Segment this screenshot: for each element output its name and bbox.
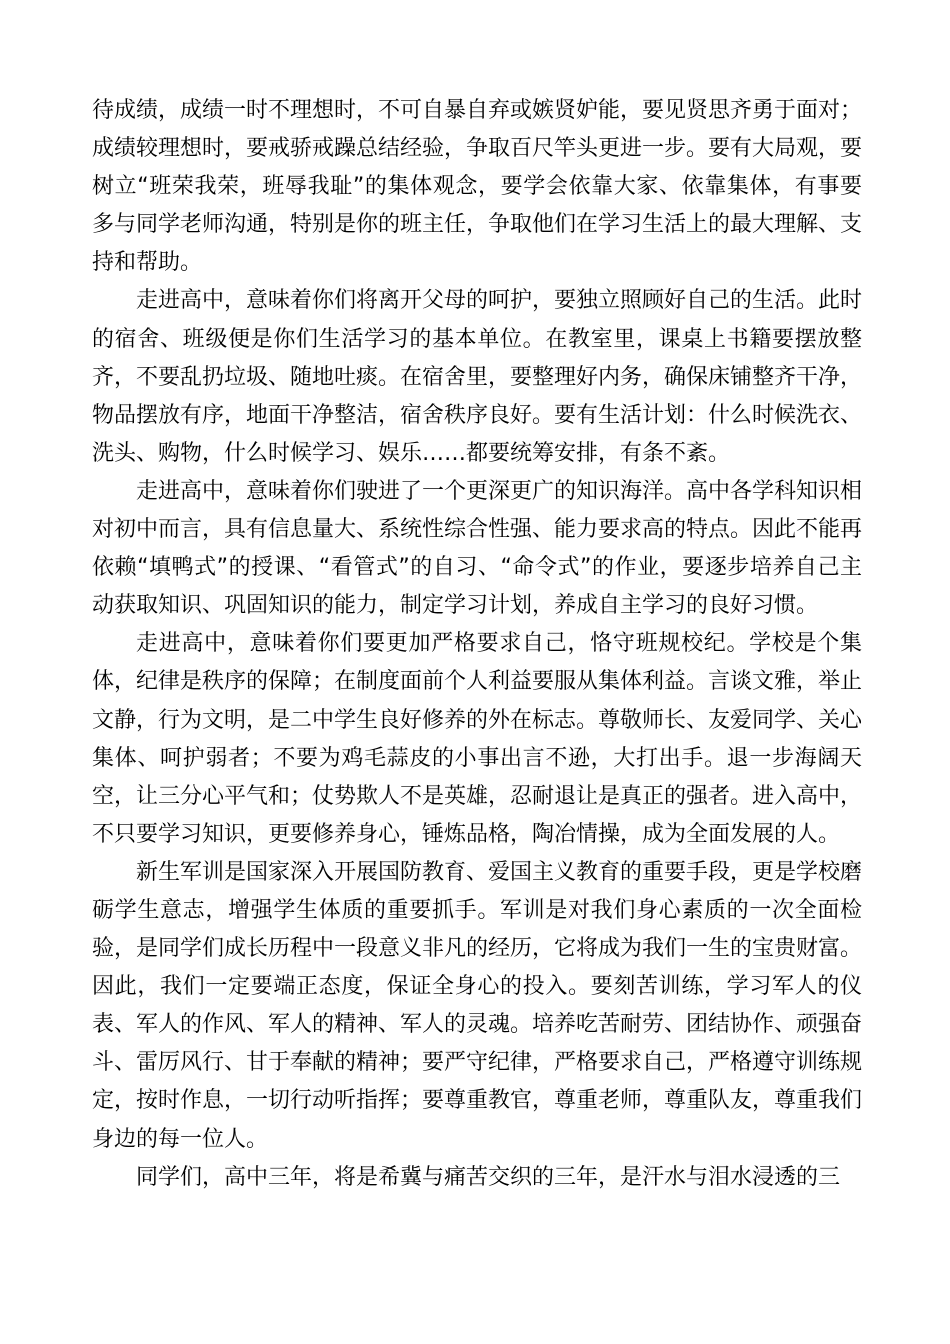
document-page (92, 92, 862, 1197)
paragraph-continuation: 待成绩，成绩一时不理想时，不可自暴自弃或嫉贤妒能，要见贤思齐勇于面对；成绩较理想时，要戒骄戒躁总结经验，争取百尺竿头更进一步。要有大局观，要树立“班荣我荣，班辱我耻”的集体观念，要学会依靠大家、依靠集体，有事要多与同学老师沟通，特别是你的班主任，争取他们在学习生活上的最大理解、支持和帮助。 (92, 98, 863, 276)
paragraph-discipline: 走进高中，意味着你们要更加严格要求自己，恪守班规校纪。学校是个集体，纪律是秩序的保障；在制度面前个人利益要服从集体利益。言谈文雅，举止文静，行为文明，是二中学生良好修养的外在标志。尊敬师长、友爱同学、关心集体、呵护弱者；不要为鸡毛蒜皮的小事出言不逊，大打出手。退一步海阔天空，让三分心平气和；仗势欺人不是英雄，忍耐退让是真正的强者。进入高中，不只要学习知识，更要修养身心，锤炼品格，陶冶情操，成为全面发展的人。 (92, 631, 863, 847)
paragraph-independent-life: 走进高中，意味着你们将离开父母的呵护，要独立照顾好自己的生活。此时的宿舍、班级便是你们生活学习的基本单位。在教室里，课桌上书籍要摆放整齐，不要乱扔垃圾、随地吐痰。在宿舍里，要整理好内务，确保床铺整齐干净，物品摆放有序，地面干净整洁，宿舍秩序良好。要有生活计划：什么时候洗衣、洗头、购物，什么时候学习、娱乐……都要统筹安排，有条不紊。 (92, 288, 863, 466)
paragraph-knowledge-ocean: 走进高中，意味着你们驶进了一个更深更广的知识海洋。高中各学科知识相对初中而言，具有信息量大、系统性综合性强、能力要求高的特点。因此不能再依赖“填鸭式”的授课、“看管式”的自习、“命令式”的作业，要逐步培养自己主动获取知识、巩固知识的能力，制定学习计划，养成自主学习的良好习惯。 (92, 478, 863, 619)
paragraph-military-training: 新生军训是国家深入开展国防教育、爱国主义教育的重要手段，更是学校磨砺学生意志，增强学生体质的重要抓手。军训是对我们身心素质的一次全面检验，是同学们成长历程中一段意义非凡的经历，它将成为我们一生的宝贵财富。因此，我们一定要端正态度，保证全身心的投入。要刻苦训练，学习军人的仪表、军人的作风、军人的精神、军人的灵魂。培养吃苦耐劳、团结协作、顽强奋斗、雷厉风行、甘于奉献的精神；要严守纪律，严格要求自己，严格遵守训练规定，按时作息，一切行动听指挥；要尊重教官，尊重老师，尊重队友，尊重我们身边的每一位人。 (92, 859, 863, 1152)
paragraph-closing: 同学们，高中三年，将是希冀与痛苦交织的三年，是汗水与泪水浸透的三 (136, 1164, 841, 1190)
